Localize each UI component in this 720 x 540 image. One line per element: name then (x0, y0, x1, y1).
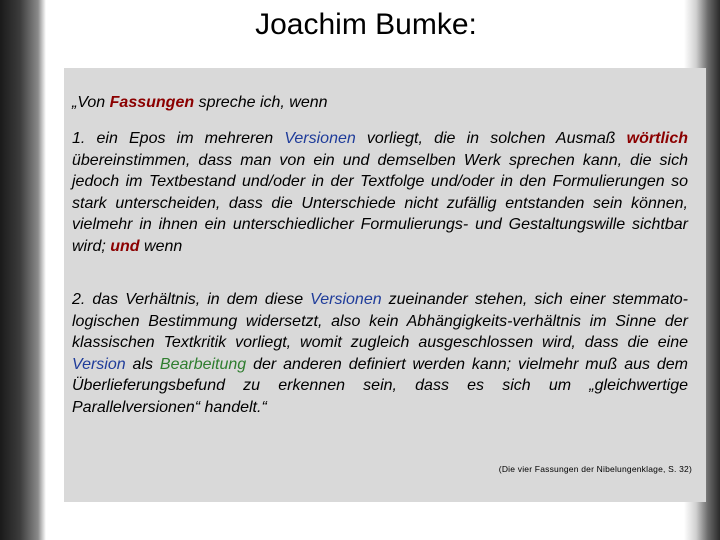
p2-text-c: als (125, 355, 160, 373)
p2-text-b: zueinander stehen, sich einer stemmato-logischen Bestimmung widersetzt, also kein Abhängigkeits-verhältnis im Sinne der klassischen Textkritik vorliegt, womit zugleich ausgeschlossen wird, dass die eine (72, 291, 689, 351)
p2-text-a: 2. das Verhältnis, in dem diese (72, 291, 311, 308)
p1-text-c: übereinstimmen, dass man von ein und demselben Werk sprechen kann, die sich jedoch im Textbestand und/oder in der Textfolge und/oder in den Formulierungen so stark unterscheiden, dass die Unterschiede nicht zufällig entstanden sein können, vielmehr in ihnen ein unterschiedlicher Formulierungs- und Gestaltungswille sichtbar wird; (72, 151, 688, 255)
intro-text-pre: „Von (72, 94, 110, 111)
p2-text-d: der anderen definiert werden kann; vielmehr muß aus dem Überlieferungsbefund zu erkennen sein, dass es sich um „gleichwertige Parallelversionen“ handelt.“ (72, 355, 689, 416)
quote-intro (72, 92, 688, 114)
term-version: Version (72, 355, 126, 373)
quote-panel (64, 68, 706, 502)
p1-text-a: 1. ein Epos im mehreren (72, 130, 285, 147)
condition-2 (72, 289, 688, 418)
slide-title: Joachim Bumke: (255, 8, 477, 41)
term-woertlich: wörtlich (626, 130, 689, 147)
source-citation: (Die vier Fassungen der Nibelungenklage, S. 32) (498, 464, 692, 474)
term-fassungen: Fassungen (109, 94, 195, 111)
term-versionen: Versionen (284, 130, 356, 147)
condition-1 (72, 128, 688, 257)
p1-text-d: wenn (139, 237, 183, 255)
term-versionen-2: Versionen (310, 291, 382, 308)
term-und: und (110, 237, 140, 255)
term-bearbeitung: Bearbeitung (159, 355, 247, 373)
intro-text-post: spreche ich, wenn (194, 94, 328, 111)
p1-text-b: vorliegt, die in solchen Ausmaß (355, 130, 627, 147)
